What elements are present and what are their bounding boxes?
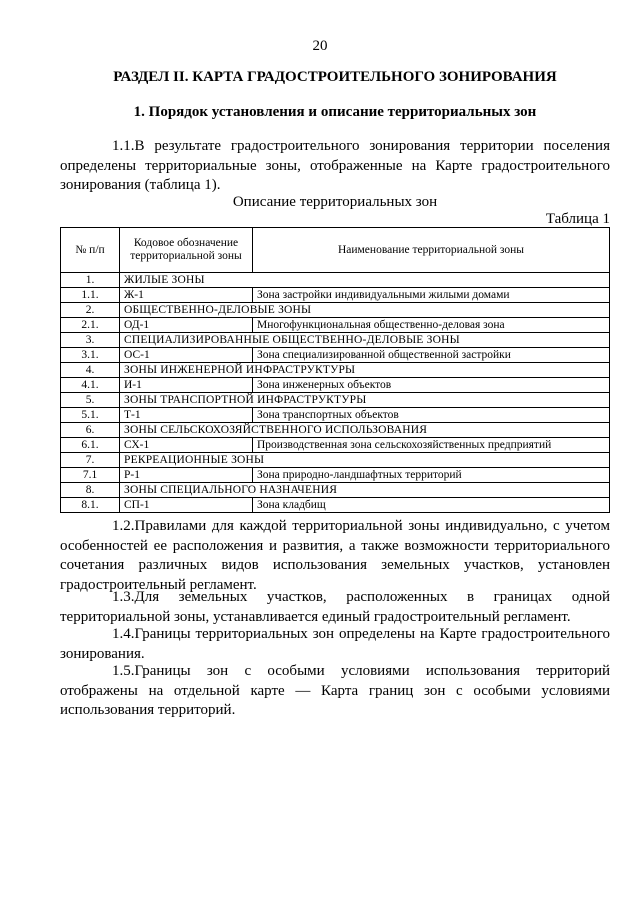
header-num: № п/п bbox=[61, 228, 120, 273]
category-row bbox=[61, 483, 610, 498]
paragraph-1-4 bbox=[60, 625, 610, 664]
zone-code: СП-1 bbox=[120, 498, 253, 513]
row-number: 3.1. bbox=[61, 348, 120, 363]
paragraph-1-2 bbox=[60, 517, 610, 595]
paragraph-1-3 bbox=[60, 588, 610, 627]
zone-row bbox=[61, 438, 610, 453]
zones-table-body bbox=[61, 273, 610, 513]
zones-table bbox=[60, 227, 610, 513]
zone-code: Т-1 bbox=[120, 408, 253, 423]
paragraph-1-2-text: 1.2.Правилами для каждой территориальной зоны индивидуально, с учетом особенностей ее расположения и развития, а также возможности территориального сочетания различных видов использования земельных участков, установлен градостроительный регламент. bbox=[60, 518, 610, 593]
row-number: 1.1. bbox=[61, 288, 120, 303]
row-number: 7.1 bbox=[61, 468, 120, 483]
header-code: Кодовое обозначение территориальной зоны bbox=[120, 228, 253, 273]
paragraph-1-4-text: 1.4.Границы территориальных зон определены на Карте градостроительного зонирования. bbox=[60, 626, 610, 662]
zone-row bbox=[61, 288, 610, 303]
category-name: РЕКРЕАЦИОННЫЕ ЗОНЫ bbox=[120, 453, 610, 468]
zone-name: Многофункциональная общественно-деловая зона bbox=[253, 318, 610, 333]
paragraph-1-1 bbox=[60, 137, 610, 196]
header-name: Наименование территориальной зоны bbox=[253, 228, 610, 273]
row-number: 8. bbox=[61, 483, 120, 498]
category-row bbox=[61, 453, 610, 468]
category-row bbox=[61, 393, 610, 408]
page-number: 20 bbox=[312, 38, 328, 54]
zone-code: Ж-1 bbox=[120, 288, 253, 303]
category-name: ОБЩЕСТВЕННО-ДЕЛОВЫЕ ЗОНЫ bbox=[120, 303, 610, 318]
category-name: ЗОНЫ СЕЛЬСКОХОЗЯЙСТВЕННОГО ИСПОЛЬЗОВАНИЯ bbox=[120, 423, 610, 438]
zone-row bbox=[61, 498, 610, 513]
zone-code: Р-1 bbox=[120, 468, 253, 483]
category-row bbox=[61, 423, 610, 438]
zone-code: И-1 bbox=[120, 378, 253, 393]
row-number: 6.1. bbox=[61, 438, 120, 453]
row-number: 7. bbox=[61, 453, 120, 468]
zone-row bbox=[61, 318, 610, 333]
zone-code: ОС-1 bbox=[120, 348, 253, 363]
category-name: ЗОНЫ СПЕЦИАЛЬНОГО НАЗНАЧЕНИЯ bbox=[120, 483, 610, 498]
zone-row bbox=[61, 378, 610, 393]
zone-code: ОД-1 bbox=[120, 318, 253, 333]
zone-row bbox=[61, 408, 610, 423]
row-number: 4. bbox=[61, 363, 120, 378]
zone-name: Зона застройки индивидуальными жилыми домами bbox=[253, 288, 610, 303]
subsection-title: 1. Порядок установления и описание территориальных зон bbox=[133, 104, 537, 120]
category-name: ЖИЛЫЕ ЗОНЫ bbox=[120, 273, 610, 288]
zone-name: Производственная зона сельскохозяйственных предприятий bbox=[253, 438, 610, 453]
row-number: 1. bbox=[61, 273, 120, 288]
zone-name: Зона специализированной общественной застройки bbox=[253, 348, 610, 363]
category-row bbox=[61, 303, 610, 318]
category-row bbox=[61, 333, 610, 348]
paragraph-1-1-text: 1.1.В результате градостроительного зонирования территории поселения определены территориальные зоны, отображенные на Карте градостроительного зонирования (таблица 1). bbox=[60, 138, 610, 193]
category-name: ЗОНЫ ТРАНСПОРТНОЙ ИНФРАСТРУКТУРЫ bbox=[120, 393, 610, 408]
zone-name: Зона кладбищ bbox=[253, 498, 610, 513]
table-header-row bbox=[61, 228, 610, 273]
table-label: Таблица 1 bbox=[545, 211, 610, 227]
paragraph-1-3-text: 1.3.Для земельных участков, расположенных в границах одной территориальной зоны, устанавливается единый градостроительный регламент. bbox=[60, 589, 610, 625]
category-row bbox=[61, 363, 610, 378]
paragraph-1-5-text: 1.5.Границы зон с особыми условиями использования территорий отображены на отдельной карте — Карта границ зон с особыми условиями использования территорий. bbox=[60, 663, 610, 718]
zone-code: СХ-1 bbox=[120, 438, 253, 453]
zone-name: Зона инженерных объектов bbox=[253, 378, 610, 393]
row-number: 5. bbox=[61, 393, 120, 408]
row-number: 3. bbox=[61, 333, 120, 348]
zone-name: Зона транспортных объектов bbox=[253, 408, 610, 423]
section-title: РАЗДЕЛ II. КАРТА ГРАДОСТРОИТЕЛЬНОГО ЗОНИРОВАНИЯ bbox=[113, 69, 557, 85]
row-number: 2.1. bbox=[61, 318, 120, 333]
row-number: 4.1. bbox=[61, 378, 120, 393]
category-row bbox=[61, 273, 610, 288]
zone-name: Зона природно-ландшафтных территорий bbox=[253, 468, 610, 483]
row-number: 6. bbox=[61, 423, 120, 438]
table-caption: Описание территориальных зон bbox=[232, 194, 438, 210]
paragraph-1-5 bbox=[60, 662, 610, 721]
category-name: ЗОНЫ ИНЖЕНЕРНОЙ ИНФРАСТРУКТУРЫ bbox=[120, 363, 610, 378]
row-number: 5.1. bbox=[61, 408, 120, 423]
row-number: 8.1. bbox=[61, 498, 120, 513]
zone-row bbox=[61, 348, 610, 363]
row-number: 2. bbox=[61, 303, 120, 318]
zone-row bbox=[61, 468, 610, 483]
category-name: СПЕЦИАЛИЗИРОВАННЫЕ ОБЩЕСТВЕННО-ДЕЛОВЫЕ ЗОНЫ bbox=[120, 333, 610, 348]
